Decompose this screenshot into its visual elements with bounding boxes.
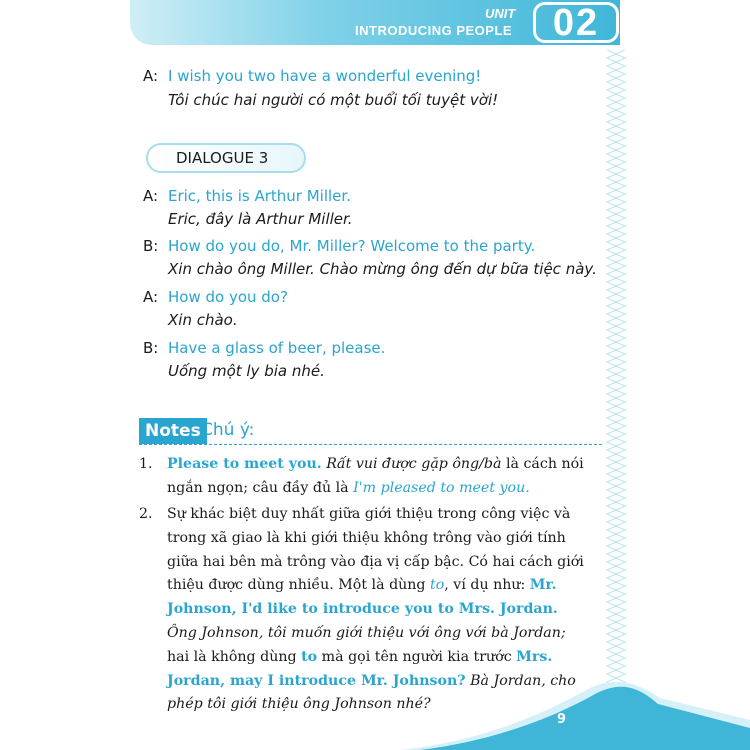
notes-badge: Notes (139, 418, 207, 444)
dialogue-english: Eric, this is Arthur Miller. (168, 187, 351, 205)
note-segment: Sự khác biệt duy nhất giữa giới thiệu trong công việc và trong xã giao là khi giới thiệu không trông vào giới tính giữa hai bên mà trông vào địa vị cấp bậc. Có hai cách giới thiệu được dùng nhiều. Một là dùng (167, 506, 584, 594)
notes-subtitle: Chú ý: (201, 420, 255, 440)
dialogue-english: Have a glass of beer, please. (168, 339, 386, 357)
chapter-title: INTRODUCING PEOPLE (355, 23, 513, 38)
note-segment: I'm pleased to meet you. (353, 479, 530, 496)
dialogue-english: How do you do, Mr. Miller? Welcome to the party. (168, 237, 536, 255)
notes-header (139, 418, 602, 445)
note-segment: Please to meet you. (167, 456, 322, 472)
note-segment: to (301, 648, 318, 665)
note-segment: Mr. Johnson, I'd like to introduce you to Mrs. Jordan. (167, 577, 558, 618)
dialogue-vietnamese: Eric, đây là Arthur Miller. (168, 210, 353, 228)
dialogue-speaker: B: (143, 339, 159, 357)
note-number: 1. (139, 456, 153, 472)
intro-vietnamese: Tôi chúc hai người có một buổi tối tuyệt vời! (168, 91, 499, 109)
note-segment: , ví dụ như: (444, 577, 530, 594)
page-number: 9 (557, 712, 567, 727)
dialogue-vietnamese: Xin chào. (168, 311, 238, 329)
note-segment: hai là không dùng (167, 648, 302, 665)
dialogue-title-text: DIALOGUE 3 (176, 149, 269, 167)
dialogue-speaker: A: (143, 288, 159, 306)
intro-speaker: A: (143, 67, 159, 85)
dialogue-english: How do you do? (168, 288, 288, 306)
zigzag-border-decoration (603, 50, 629, 690)
dialogue-title (146, 143, 306, 173)
note-segment: to (430, 577, 445, 594)
note-segment: Ông Johnson, tôi muốn giới thiệu với ông với bà Jordan; (167, 624, 566, 641)
unit-number: 02 (552, 1, 600, 44)
note-segment: Mrs. Jordan, may I introduce Mr. Johnson? (167, 648, 553, 689)
intro-english: I wish you two have a wonderful evening! (168, 67, 482, 85)
note-item-1 (167, 453, 592, 501)
dialogue-vietnamese: Uống một ly bia nhé. (168, 362, 325, 380)
unit-label: UNIT (485, 6, 516, 21)
note-segment: Bà Jordan, cho phép tôi giới thiệu ông Johnson nhé? (167, 672, 576, 713)
page-corner-wave (400, 680, 750, 750)
dialogue-speaker: A: (143, 187, 159, 205)
dialogue-vietnamese: Xin chào ông Miller. Chào mừng ông đến dự bữa tiệc này. (168, 260, 597, 278)
note-segment: là cách nói ngắn ngọn; câu đầy đủ là (167, 456, 584, 496)
note-segment: mà gọi tên người kia trước (317, 648, 517, 665)
dialogue-speaker: B: (143, 237, 159, 255)
unit-number-box (533, 2, 619, 43)
note-number: 2. (139, 506, 153, 522)
note-segment: Rất vui được gặp ông/bà (326, 456, 502, 472)
